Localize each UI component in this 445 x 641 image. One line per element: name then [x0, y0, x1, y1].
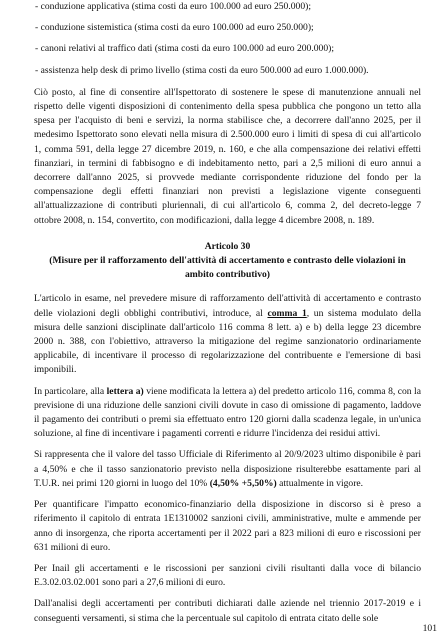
- text-run: viene modificata la lettera a) del predetto articolo 116, comma 8, con la previsione di una riduzione delle sanzioni civili dovute in caso di omissione di pagamento, laddove il pagamento dei contributi o premi sia effettuato entro 120 giorni dalla scadenza legale, in un'unica soluzione, al fine di incentivare i pagamenti correnti e ridurre l'incidenza dei residui attivi.: [34, 385, 421, 440]
- article-subtitle: (Misure per il rafforzamento dell'attività di accertamento e contrasto delle violazioni in ambito contributivo): [49, 255, 406, 281]
- paragraph-spending-limits: Ciò posto, al fine di consentire all'Ispettorato di sostenere le spese di manutenzione annuali nel rispetto delle vigenti disposizioni di contenimento della spesa pubblica che pongono un tetto alla spesa per l'acquisto di beni e servizi, la norma stabilisce che, a decorrere dall'anno 2025, per il medesimo Ispettorato sono elevati nella misura di 2.500.000 euro i limiti di spesa di cui all'articolo 1, comma 591, della legge 27 dicembre 2019, n. 160, e che alla compensazione dei relativi effetti finanziari, in termini di fabbisogno e di indebitamento netto, pari a 2,5 milioni di euro annui a decorrere dall'anno 2025, si provvede mediante corrispondente riduzione del fondo per la compensazione degli effetti finanziari non previsti a legislazione vigente conseguenti all'attualizzazione di contributi pluriennali, di cui all'articolo 6, comma 2, del decreto-legge 7 ottobre 2008, n. 154, convertito, con modificazioni, dalla legge 4 dicembre 2008, n. 189.: [34, 86, 421, 226]
- paragraph-tasso-riferimento: [34, 448, 421, 491]
- page-number: 101: [422, 622, 437, 634]
- paragraph-inail: Per Inail gli accertamenti e le riscossioni per sanzioni civili risultanti dalla voce di bilancio E.3.02.03.02.001 sono pari a 27,6 milioni di euro.: [34, 562, 421, 589]
- text-run: L'articolo in esame, nel prevedere misure di rafforzamento dell'attività di accertamento e contrasto delle violazioni degli obblighi contributivi, introduce, al: [34, 293, 421, 319]
- bullet-item: - assistenza help desk di primo livello (stima costi da euro 500.000 ad euro 1.000.000).: [35, 64, 369, 76]
- bullet-item: - conduzione sistemistica (stima costi da euro 100.000 ad euro 250.000);: [35, 22, 314, 34]
- paragraph-analisi: Dall'analisi degli accertamenti per contributi dichiarati dalle aziende nel triennio 2017-2019 e i conseguenti versamenti, si stima che la percentuale sul capitolo di entrata citato delle sole: [34, 598, 421, 624]
- text-run: In particolare, alla: [34, 385, 107, 397]
- bullet-item: - conduzione applicativa (stima costi da euro 100.000 ad euro 250.000);: [35, 1, 312, 12]
- emphasis-lettera-a: lettera a): [106, 385, 144, 397]
- emphasis-comma-1: comma 1: [267, 307, 307, 319]
- paragraph-impatto: Per quantificare l'impatto economico-finanziario della disposizione in discorso si è preso a riferimento il capitolo di entrata 1E1310002 sanzioni civili, amministrative, multe e ammende per anno di insorgenza, che riporta accertamenti per il 2022 pari a 823 milioni di euro e riscossioni per 631 milioni di euro.: [34, 499, 421, 553]
- text-run: Si rappresenta che il valore del tasso Ufficiale di Riferimento al 20/9/2023 ultimo disponibile è pari a 4,50% e che il tasso sanzionatorio previsto nella disposizione risulterebbe esattamente pari al T.U.R. nei primi 120 giorni in luogo del 10%: [34, 449, 421, 489]
- bullet-item: - canoni relativi al traffico dati (stima costi da euro 100.000 ad euro 200.000);: [35, 43, 335, 55]
- paragraph-comma-1: [34, 292, 421, 377]
- emphasis-tasso: (4,50% +5,50%): [209, 477, 277, 489]
- text-run: , un sistema modulato della misura delle sanzioni disciplinate dall'articolo 116 comma 8 lett. a) e b) della legge 23 dicembre 2000 n. 388, con l'obiettivo, attraverso la mitigazione del regime sanzionatorio ordinariamente applicabile, di incentivare il processo di regolarizzazione del contribuente e l'emersione di basi imponibili.: [34, 307, 422, 376]
- paragraph-lettera-a: [34, 385, 421, 442]
- page-content: [34, 0, 421, 633]
- cost-bullet-list: [34, 0, 421, 78]
- text-run: attualmente in vigore.: [276, 477, 364, 489]
- article-title: Articolo 30: [204, 240, 251, 252]
